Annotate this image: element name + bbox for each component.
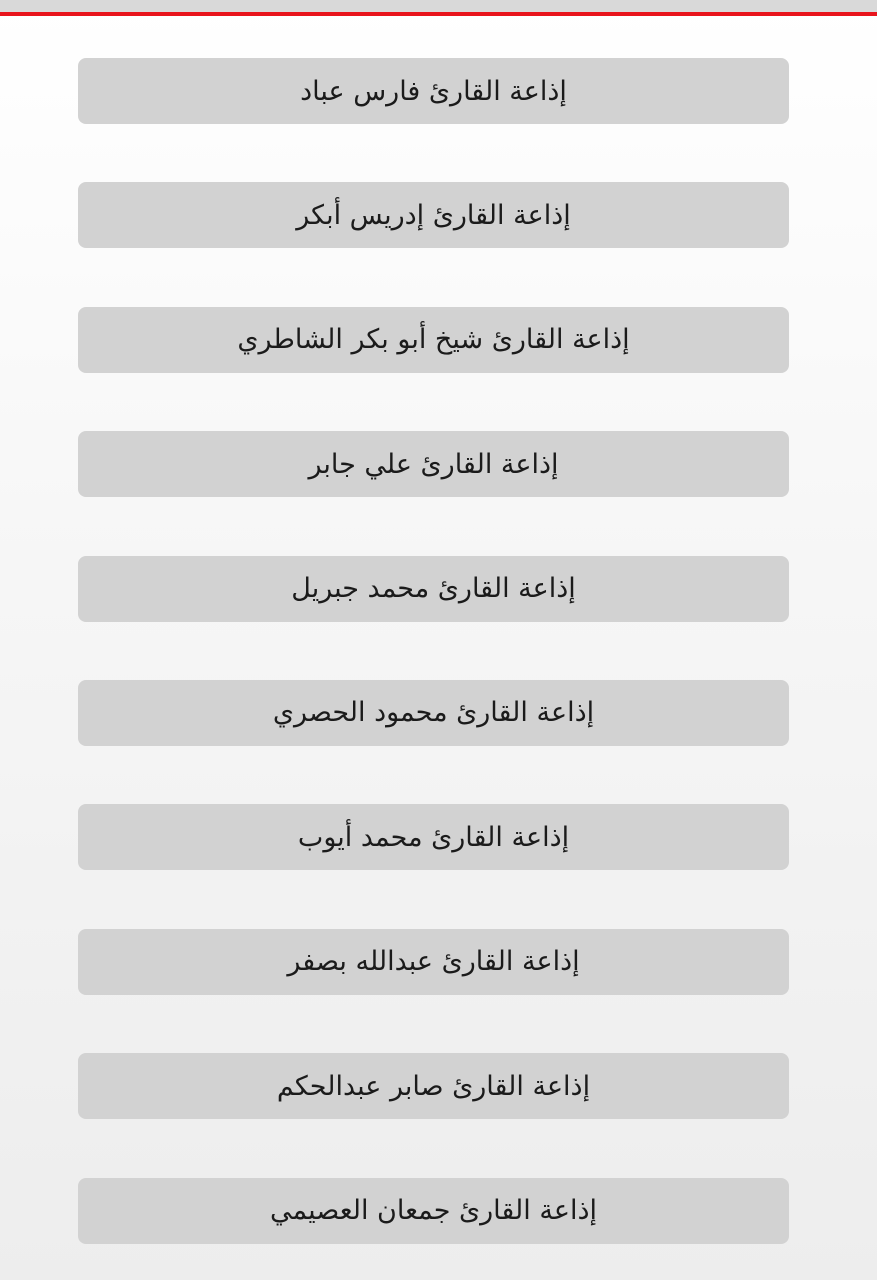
- station-button-fares-abbad[interactable]: إذاعة القارئ فارس عباد: [78, 58, 789, 124]
- top-bar: [0, 0, 877, 12]
- station-button-ali-jaber[interactable]: إذاعة القارئ علي جابر: [78, 431, 789, 497]
- station-button-mahmoud-alhusary[interactable]: إذاعة القارئ محمود الحصري: [78, 680, 789, 746]
- station-button-saber-abdulhakam[interactable]: إذاعة القارئ صابر عبدالحكم: [78, 1053, 789, 1119]
- accent-divider: [0, 12, 877, 16]
- station-button-idris-abkar[interactable]: إذاعة القارئ إدريس أبكر: [78, 182, 789, 248]
- station-button-mohammed-ayyub[interactable]: إذاعة القارئ محمد أيوب: [78, 804, 789, 870]
- radio-station-list: [78, 58, 789, 1244]
- station-button-mohammed-jibreel[interactable]: إذاعة القارئ محمد جبريل: [78, 556, 789, 622]
- station-button-jamaan-alosaimi[interactable]: إذاعة القارئ جمعان العصيمي: [78, 1178, 789, 1244]
- station-button-abu-bakr-alshatri[interactable]: إذاعة القارئ شيخ أبو بكر الشاطري: [78, 307, 789, 373]
- station-button-abdullah-basfar[interactable]: إذاعة القارئ عبدالله بصفر: [78, 929, 789, 995]
